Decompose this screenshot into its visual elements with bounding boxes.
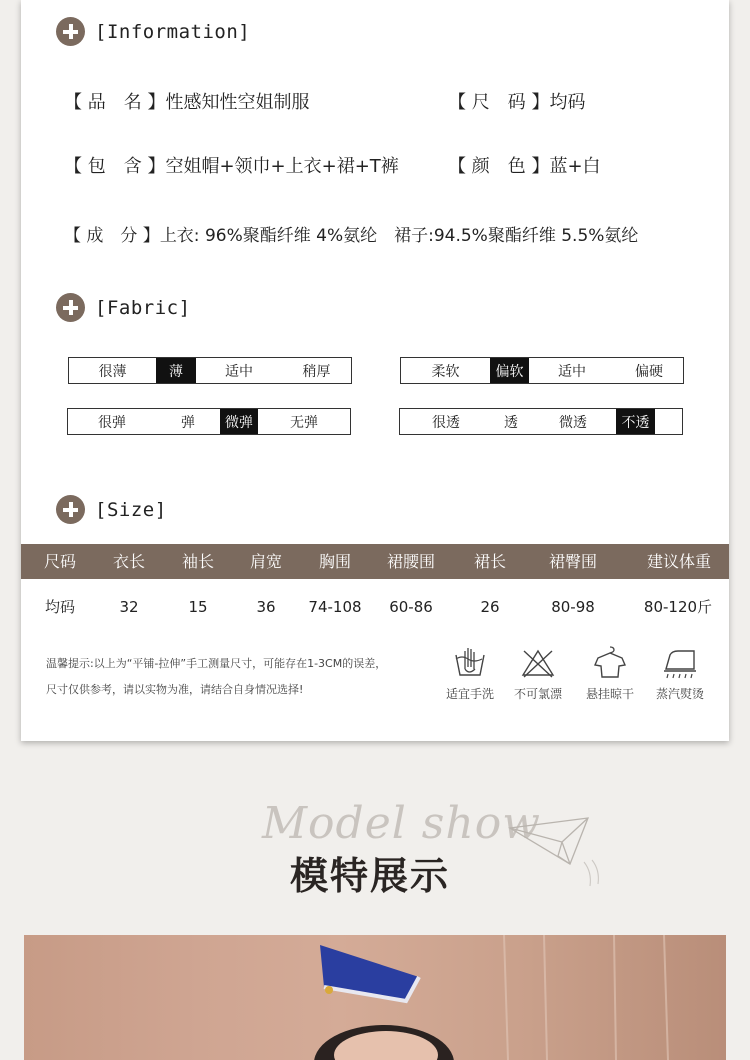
model-show-title-cn: 模特展示 [289, 854, 450, 898]
size-title: [Size] [95, 498, 167, 521]
size-cell: 80-98 [551, 598, 595, 616]
size-col-header: 尺码 [43, 552, 76, 571]
size-col-header: 胸围 [318, 552, 351, 571]
size-col-header: 裙腰围 [386, 552, 435, 571]
name-label: 【 品 名 】 [64, 92, 166, 113]
softness-option: 偏硬 [635, 363, 663, 380]
size-cell: 74-108 [308, 598, 362, 616]
softness-scale [400, 357, 684, 384]
hand-wash-icon [452, 645, 488, 679]
elasticity-option: 很弹 [98, 414, 126, 431]
size-cell: 26 [480, 598, 500, 616]
size-col-header: 裙臀围 [548, 552, 597, 571]
size-col-header: 裙长 [473, 552, 506, 571]
thickness-option: 薄 [156, 358, 196, 383]
color-label: 【 颜 色 】 [448, 156, 550, 177]
elasticity-option: 微弹 [220, 409, 258, 434]
fabric-title: [Fabric] [95, 296, 191, 319]
transparency-option: 不透 [616, 409, 655, 434]
softness-option: 偏软 [490, 358, 529, 383]
thickness-scale [68, 357, 352, 384]
size-note-line-2: 尺寸仅供参考，请以实物为准，请结合自身情况选择! [46, 683, 304, 696]
size-note-line-1: 温馨提示:以上为“平铺-拉伸”手工测量尺寸，可能存在1-3CM的误差， [46, 657, 387, 670]
include-value: 空姐帽+领巾+上衣+裙+T裤 [165, 156, 399, 177]
info-name-row [64, 88, 309, 114]
elasticity-scale [67, 408, 351, 435]
fabric-section-header [56, 293, 191, 322]
model-show-title-en: Model show [262, 798, 541, 849]
name-value: 性感知性空姐制服 [165, 92, 310, 113]
size-cell: 32 [119, 598, 139, 616]
plus-icon [56, 293, 85, 322]
information-title: [Information] [95, 20, 251, 43]
composition-label: 【 成 分 】 [64, 226, 160, 246]
steam-iron-icon [660, 645, 700, 679]
plus-icon [56, 495, 85, 524]
info-composition-row [64, 221, 638, 246]
info-include-row [64, 152, 399, 178]
size-value: 均码 [549, 92, 586, 113]
care-label: 悬挂晾干 [585, 687, 634, 701]
softness-option: 柔软 [431, 363, 460, 380]
model-photo-illustration [24, 935, 726, 1060]
size-table-row [21, 590, 729, 625]
transparency-option: 透 [504, 414, 518, 431]
softness-option: 适中 [558, 363, 586, 380]
transparency-scale [399, 408, 683, 435]
transparency-option: 很透 [432, 414, 460, 431]
size-col-header: 袖长 [181, 552, 214, 571]
paper-plane-icon [506, 812, 606, 892]
size-section-header [56, 495, 167, 524]
plus-icon [56, 17, 85, 46]
color-value: 蓝+白 [549, 156, 601, 177]
size-cell: 36 [256, 598, 276, 616]
care-hand-wash [437, 645, 503, 702]
thickness-option: 稍厚 [302, 363, 331, 380]
size-label: 【 尺 码 】 [448, 92, 550, 113]
model-photo [24, 935, 726, 1060]
include-label: 【 包 含 】 [64, 156, 166, 177]
no-bleach-icon [520, 645, 556, 679]
elasticity-option: 弹 [181, 414, 195, 431]
thickness-option: 适中 [225, 363, 253, 380]
size-cell: 均码 [44, 598, 75, 616]
size-cell: 60-86 [389, 598, 433, 616]
size-cell: 15 [188, 598, 208, 616]
information-section-header [56, 17, 250, 46]
care-steam-iron [647, 645, 713, 702]
size-table-header [21, 544, 729, 579]
size-col-header: 肩宽 [249, 552, 282, 571]
care-no-bleach [505, 645, 571, 702]
thickness-option: 很薄 [98, 363, 127, 380]
composition-value: 上衣: 96%聚酯纤维 4%氨纶 裙子:94.5%聚酯纤维 5.5%氨纶 [159, 226, 639, 246]
size-col-header: 衣长 [112, 552, 145, 571]
size-col-header: 建议体重 [646, 552, 711, 571]
care-label: 蒸汽熨烫 [655, 687, 704, 701]
info-color-row [448, 152, 601, 178]
transparency-option: 微透 [559, 414, 587, 431]
size-cell: 80-120斤 [643, 598, 713, 616]
care-hang-dry [577, 645, 643, 702]
care-label: 不可氯漂 [513, 687, 562, 701]
info-size-row [448, 88, 585, 114]
elasticity-option: 无弹 [290, 414, 318, 431]
hang-dry-icon [592, 645, 628, 679]
care-label: 适宜手洗 [445, 687, 494, 701]
